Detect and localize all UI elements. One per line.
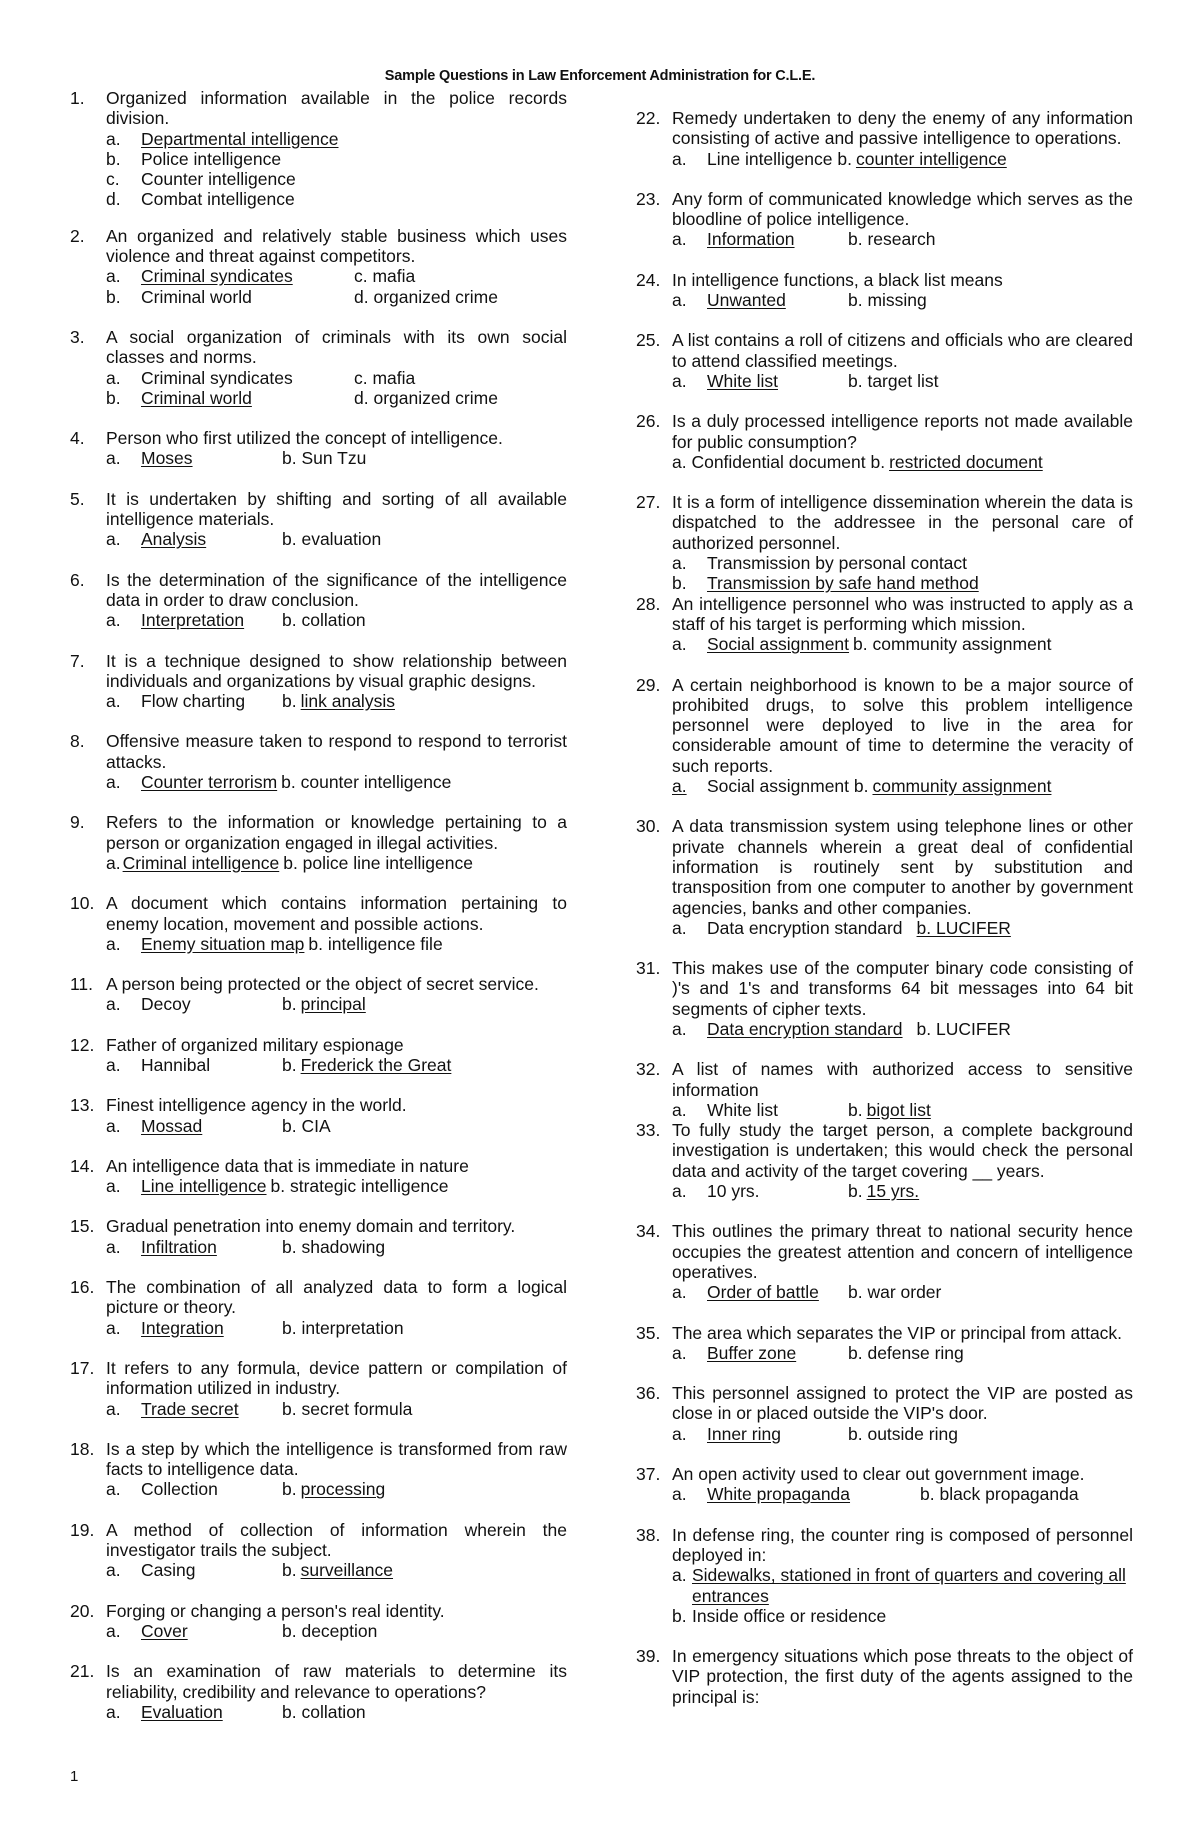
option-label: a.	[672, 553, 687, 574]
question-number: 35.	[636, 1322, 661, 1343]
right-column	[636, 108, 1133, 1727]
option-label: a.	[672, 1484, 687, 1505]
question-19	[70, 1520, 567, 1581]
question-text: Refers to the information or knowledge pertaining to a person or organization engaged in illegal activities.	[106, 812, 567, 853]
option-text: Combat intelligence	[141, 189, 295, 210]
option-label: a.	[672, 917, 687, 938]
question-text: Is an examination of raw materials to determine its reliability, credibility and relevance to operations?	[106, 1661, 567, 1702]
option-a[interactable]: Data encryption standard	[707, 917, 903, 938]
question-text: It is undertaken by shifting and sorting of all available intelligence materials.	[106, 488, 567, 530]
question-number: 32.	[636, 1059, 661, 1080]
question-text: A list of names with authorized access to sensitive information	[672, 1059, 1133, 1100]
question-text: Is a step by which the intelligence is transformed from raw facts to intelligence data.	[106, 1438, 567, 1480]
option-b[interactable]: b. collation	[282, 610, 366, 631]
option-a-answer[interactable]: Interpretation	[141, 610, 245, 631]
option-label: a.	[672, 1181, 687, 1202]
option-label: a.	[672, 148, 687, 169]
option-text-answer: Departmental intelligence	[141, 128, 339, 149]
option-b-answer[interactable]: 15 yrs.	[866, 1181, 920, 1202]
option-label: b.	[282, 691, 297, 712]
question-text: The area which separates the VIP or principal from attack.	[672, 1322, 1123, 1343]
question-number: 27.	[636, 492, 661, 513]
question-number: 4.	[70, 428, 85, 449]
question-10	[70, 893, 567, 954]
option-label: a.	[106, 1115, 121, 1136]
question-6	[70, 570, 567, 631]
option-text: Inside office or residence	[692, 1605, 887, 1626]
question-text: Is the determination of the significance of the intelligence data in order to draw conclusion.	[106, 569, 567, 610]
question-text: An organized and relatively stable business which uses violence and threat against competitors.	[106, 225, 567, 267]
option-b[interactable]: b. community assignment	[853, 634, 1052, 655]
question-text: This personnel assigned to protect the VIP are posted as close in or placed outside the VIP's door.	[672, 1383, 1133, 1424]
option-a-answer[interactable]: Criminal intelligence	[122, 852, 280, 873]
question-13	[70, 1095, 567, 1136]
question-number: 36.	[636, 1383, 661, 1404]
question-number: 1.	[70, 88, 85, 108]
option-b[interactable]: b. secret formula	[282, 1398, 413, 1419]
question-7	[70, 651, 567, 712]
option-b-answer[interactable]: counter intelligence	[855, 148, 1007, 169]
question-text: Gradual penetration into enemy domain and territory.	[106, 1216, 516, 1237]
page-number: 1	[70, 1768, 79, 1785]
option-label: a.	[106, 1176, 121, 1197]
question-number: 38.	[636, 1524, 661, 1545]
option-label: b.	[106, 387, 121, 408]
question-text: This outlines the primary threat to national security hence occupies the greatest attention and concern of intelligence operatives.	[672, 1221, 1133, 1282]
question-text: A data transmission system using telephone lines or other private channels wherein a great deal of confidential information is routinely sent by substitution and transposition from one computer to another by government agencies, banks and other companies.	[672, 816, 1133, 918]
option-a[interactable]	[106, 129, 567, 149]
option-label: b.	[106, 286, 121, 307]
question-24	[636, 270, 1133, 311]
option-b[interactable]: b. LUCIFER	[916, 1018, 1011, 1039]
question-25	[636, 330, 1133, 391]
option-b[interactable]: b. war order	[848, 1282, 942, 1303]
question-15	[70, 1216, 567, 1257]
question-number: 6.	[70, 569, 85, 590]
option-a[interactable]: White list	[707, 1099, 778, 1120]
option-label: a.	[106, 1479, 121, 1500]
option-label: a.	[106, 852, 121, 873]
option-b[interactable]: b. defense ring	[848, 1342, 964, 1363]
question-2	[70, 226, 567, 307]
option-a-answer[interactable]: Analysis	[141, 529, 207, 550]
option-b[interactable]	[672, 573, 1133, 593]
option-b-answer[interactable]: community assignment	[872, 776, 1052, 797]
option-b[interactable]: b. black propaganda	[920, 1484, 1079, 1505]
question-17	[70, 1358, 567, 1419]
option-b-answer[interactable]: b. LUCIFER	[916, 917, 1011, 938]
option-label: b.	[848, 1181, 863, 1202]
option-a[interactable]	[672, 553, 1133, 573]
question-5	[70, 489, 567, 550]
option-label: a.	[106, 994, 121, 1015]
question-35	[636, 1323, 1133, 1364]
question-text: Any form of communicated knowledge which serves as the bloodline of police intelligence.	[672, 188, 1133, 230]
option-a-answer[interactable]: Line intelligence	[141, 1176, 267, 1197]
question-text: Forging or changing a person's real identity.	[106, 1600, 445, 1621]
question-text: An intelligence personnel who was instructed to apply as a staff of his target is performing which mission.	[672, 593, 1133, 634]
question-number: 13.	[70, 1095, 95, 1116]
question-22	[636, 108, 1133, 169]
option-a[interactable]: Hannibal	[141, 1054, 211, 1075]
option-a-answer[interactable]: Mossad	[141, 1115, 203, 1136]
question-number: 3.	[70, 326, 85, 347]
option-b-answer[interactable]: link analysis	[300, 691, 395, 712]
question-20	[70, 1601, 567, 1642]
option-label: a.	[672, 1018, 687, 1039]
option-b[interactable]: Criminal world	[141, 286, 252, 307]
option-b[interactable]: b. CIA	[282, 1115, 331, 1136]
option-a[interactable]: Flow charting	[141, 691, 246, 712]
question-23	[636, 189, 1133, 250]
question-number: 33.	[636, 1120, 661, 1141]
question-31	[636, 958, 1133, 1039]
option-label: a.	[106, 1054, 121, 1075]
option-text-answer: Transmission by safe hand method	[707, 573, 979, 594]
question-number: 29.	[636, 674, 661, 695]
option-b[interactable]: b. strategic intelligence	[270, 1176, 449, 1197]
question-36	[636, 1383, 1133, 1444]
option-c[interactable]	[106, 169, 567, 189]
option-label: c.	[106, 169, 120, 190]
question-text: In defense ring, the counter ring is composed of personnel deployed in:	[672, 1524, 1133, 1565]
option-label: a.	[672, 1423, 687, 1444]
option-label: a.	[106, 367, 121, 388]
option-label: a.	[106, 772, 121, 793]
option-a-answer[interactable]: Integration	[141, 1317, 224, 1338]
option-label: a.	[106, 1317, 121, 1338]
option-label: b.	[672, 1605, 687, 1626]
option-b-answer[interactable]: processing	[300, 1479, 386, 1500]
question-33	[636, 1120, 1133, 1201]
question-number: 12.	[70, 1034, 95, 1055]
option-b-answer[interactable]: surveillance	[300, 1560, 394, 1581]
option-label: b.	[282, 1054, 297, 1075]
option-a-answer[interactable]: Unwanted	[707, 290, 786, 311]
question-text: Father of organized military espionage	[106, 1034, 404, 1055]
option-a-answer[interactable]: Information	[707, 229, 795, 250]
option-d[interactable]: d. organized crime	[354, 387, 498, 408]
question-4	[70, 428, 567, 469]
option-text: Transmission by personal contact	[707, 553, 968, 574]
question-29	[636, 675, 1133, 797]
question-number: 39.	[636, 1646, 661, 1667]
option-a-answer[interactable]: Data encryption standard	[707, 1018, 903, 1039]
question-number: 26.	[636, 411, 661, 432]
question-number: 19.	[70, 1519, 95, 1540]
option-label: a.	[106, 691, 121, 712]
option-label: a.	[106, 1620, 121, 1641]
question-number: 28.	[636, 593, 661, 614]
option-a[interactable]: Collection	[141, 1479, 218, 1500]
question-text: A social organization of criminals with its own social classes and norms.	[106, 326, 567, 368]
question-9	[70, 812, 567, 873]
option-label: a.	[106, 1236, 121, 1257]
question-3	[70, 327, 567, 408]
option-b-answer[interactable]: Frederick the Great	[300, 1054, 452, 1075]
question-number: 8.	[70, 731, 85, 752]
option-a-answer[interactable]: Inner ring	[707, 1423, 781, 1444]
question-number: 7.	[70, 650, 85, 671]
question-text: It is a technique designed to show relationship between individuals and organizations by visual graphic designs.	[106, 650, 567, 691]
option-b[interactable]: b. interpretation	[282, 1317, 404, 1338]
option-b[interactable]	[106, 149, 567, 169]
question-number: 9.	[70, 812, 85, 833]
option-a[interactable]: Casing	[141, 1560, 196, 1581]
option-a-answer[interactable]: Social assignment	[707, 634, 850, 655]
question-text: Offensive measure taken to respond to respond to terrorist attacks.	[106, 731, 567, 772]
question-text: It refers to any formula, device pattern or compilation of information utilized in industry.	[106, 1357, 567, 1399]
option-label: b.	[282, 994, 297, 1015]
question-1	[70, 88, 567, 210]
option-b[interactable]: b. Sun Tzu	[282, 448, 367, 469]
option-label: b.	[106, 148, 121, 169]
question-text: Finest intelligence agency in the world.	[106, 1095, 407, 1116]
option-b[interactable]: b. target list	[848, 370, 939, 391]
option-a-answer[interactable]: Infiltration	[141, 1236, 217, 1257]
option-label: a.	[672, 634, 687, 655]
option-b-answer[interactable]: bigot list	[866, 1099, 931, 1120]
option-label: a.	[672, 370, 687, 391]
question-number: 20.	[70, 1600, 95, 1621]
question-26	[636, 411, 1133, 472]
option-b[interactable]	[672, 1606, 1133, 1626]
option-b[interactable]: b. police line intelligence	[283, 852, 473, 873]
question-text: In emergency situations which pose threats to the object of VIP protection, the first duty of the agents assigned to the principal is:	[672, 1646, 1133, 1707]
question-number: 2.	[70, 225, 85, 246]
option-d[interactable]	[106, 189, 567, 209]
option-b[interactable]: b. research	[848, 229, 936, 250]
question-number: 15.	[70, 1216, 95, 1237]
option-c[interactable]: c. mafia	[354, 266, 416, 287]
question-11	[70, 974, 567, 1015]
question-39	[636, 1646, 1133, 1707]
question-number: 14.	[70, 1155, 95, 1176]
question-number: 23.	[636, 188, 661, 209]
option-a-answer[interactable]: Order of battle	[707, 1282, 819, 1303]
question-8	[70, 731, 567, 792]
question-28	[636, 594, 1133, 655]
option-a-answer[interactable]: Evaluation	[141, 1701, 223, 1722]
option-b[interactable]: b. collation	[282, 1701, 366, 1722]
question-number: 22.	[636, 108, 661, 128]
option-b-answer[interactable]: Criminal world	[141, 387, 252, 408]
option-label: a.	[106, 128, 121, 149]
question-number: 24.	[636, 269, 661, 290]
option-label: a.	[672, 1565, 687, 1586]
option-label: b.	[282, 1479, 297, 1500]
question-18	[70, 1439, 567, 1500]
question-text: The combination of all analyzed data to form a logical picture or theory.	[106, 1277, 567, 1318]
question-number: 21.	[70, 1661, 95, 1682]
question-number: 5.	[70, 488, 85, 509]
option-a-answer[interactable]: Cover	[141, 1620, 188, 1641]
question-text: An open activity used to clear out government image.	[672, 1464, 1085, 1485]
option-a-answer[interactable]: White propaganda	[707, 1484, 851, 1505]
option-label: a.	[106, 1560, 121, 1581]
question-number: 34.	[636, 1221, 661, 1242]
option-b-answer[interactable]: restricted document	[889, 451, 1043, 472]
option-label: a.	[672, 776, 687, 797]
question-37	[636, 1464, 1133, 1505]
question-16	[70, 1277, 567, 1338]
question-number: 25.	[636, 330, 661, 351]
option-a[interactable]: a. Confidential document b.	[672, 451, 886, 472]
question-text: Remedy undertaken to deny the enemy of any information consisting of active and passive intelligence to operations.	[672, 108, 1133, 149]
option-label: a.	[672, 290, 687, 311]
option-a-answer[interactable]: Trade secret	[141, 1398, 239, 1419]
question-text: A certain neighborhood is known to be a major source of prohibited drugs, to solve this problem intelligence personnel were deployed to live in the area for considerable amount of time to determine the veracity of such reports.	[672, 674, 1133, 776]
question-27	[636, 492, 1133, 593]
question-34	[636, 1221, 1133, 1302]
option-label: b.	[282, 1560, 297, 1581]
option-a-answer[interactable]: White list	[707, 370, 778, 391]
option-label: a.	[672, 229, 687, 250]
question-number: 16.	[70, 1277, 95, 1298]
option-text-answer: Sidewalks, stationed in front of quarters and covering all entrances	[692, 1565, 1126, 1606]
option-b[interactable]: b. evaluation	[282, 529, 382, 550]
option-a[interactable]	[672, 1565, 1133, 1606]
question-number: 17.	[70, 1357, 95, 1378]
question-number: 18.	[70, 1438, 95, 1459]
question-number: 11.	[70, 974, 94, 995]
question-text: Person who first utilized the concept of intelligence.	[106, 428, 503, 449]
option-b[interactable]: b. counter intelligence	[281, 772, 452, 793]
option-label: a.	[672, 1099, 687, 1120]
option-label: a.	[672, 1282, 687, 1303]
option-d[interactable]: d. organized crime	[354, 286, 498, 307]
option-label: b.	[672, 573, 687, 594]
question-12	[70, 1035, 567, 1076]
question-number: 37.	[636, 1464, 661, 1485]
option-b[interactable]: b. missing	[848, 290, 927, 311]
option-label: d.	[106, 189, 121, 210]
option-label: a.	[106, 1398, 121, 1419]
option-a-answer[interactable]: Enemy situation map	[141, 933, 305, 954]
question-text: This makes use of the computer binary code consisting of )'s and 1's and transforms 64 bit messages into 64 bit segments of cipher texts.	[672, 958, 1133, 1019]
option-a-answer[interactable]: Criminal syndicates	[141, 266, 293, 287]
option-label: a.	[106, 529, 121, 550]
question-text: In intelligence functions, a black list means	[672, 269, 1003, 290]
question-text: It is a form of intelligence dissemination wherein the data is dispatched to the addressee in the personal care of authorized personnel.	[672, 492, 1133, 553]
question-text: An intelligence data that is immediate in nature	[106, 1155, 469, 1176]
option-label: a.	[106, 933, 121, 954]
question-text: Organized information available in the police records division.	[106, 88, 567, 129]
option-a-answer[interactable]: Moses	[141, 448, 193, 469]
option-a-answer[interactable]: Buffer zone	[707, 1342, 797, 1363]
option-label: a.	[106, 266, 121, 287]
question-number: 30.	[636, 816, 661, 837]
option-text: Police intelligence	[141, 148, 282, 169]
option-b[interactable]: b. outside ring	[848, 1423, 958, 1444]
option-a[interactable]: 10 yrs.	[707, 1181, 760, 1202]
page-title: Sample Questions in Law Enforcement Administration for C.L.E.	[384, 68, 816, 84]
option-a[interactable]: Decoy	[141, 994, 191, 1015]
option-label: b.	[848, 1099, 863, 1120]
question-14	[70, 1156, 567, 1197]
option-label: a.	[106, 448, 121, 469]
question-21	[70, 1661, 567, 1722]
option-label: a.	[106, 1701, 121, 1722]
question-text: A method of collection of information wherein the investigator trails the subject.	[106, 1519, 567, 1561]
option-text: Counter intelligence	[141, 169, 296, 190]
question-32	[636, 1059, 1133, 1120]
option-b[interactable]: b. shadowing	[282, 1236, 386, 1257]
question-text: A document which contains information pertaining to enemy location, movement and possible actions.	[106, 893, 567, 934]
option-c[interactable]: c. mafia	[354, 367, 416, 388]
question-text: To fully study the target person, a complete background investigation is undertaken; this would check the personal data and activity of the target covering __ years.	[672, 1120, 1133, 1181]
option-a[interactable]: Social assignment b.	[707, 776, 869, 797]
option-label: a.	[106, 610, 121, 631]
question-number: 31.	[636, 958, 661, 979]
question-30	[636, 816, 1133, 938]
option-b[interactable]: b. intelligence file	[308, 933, 443, 954]
question-text: A list contains a roll of citizens and officials who are cleared to attend classified meetings.	[672, 330, 1133, 371]
question-number: 10.	[70, 893, 95, 914]
option-a-answer[interactable]: Counter terrorism	[141, 772, 278, 793]
question-38	[636, 1525, 1133, 1626]
question-text: A person being protected or the object of secret service.	[106, 974, 539, 995]
option-label: a.	[672, 1342, 687, 1363]
option-b[interactable]: b. deception	[282, 1620, 378, 1641]
question-text: Is a duly processed intelligence reports not made available for public consumption?	[672, 411, 1133, 452]
option-a[interactable]: Line intelligence b.	[707, 148, 852, 169]
option-b-answer[interactable]: principal	[300, 994, 366, 1015]
left-column	[70, 88, 567, 1742]
option-a[interactable]: Criminal syndicates	[141, 367, 293, 388]
